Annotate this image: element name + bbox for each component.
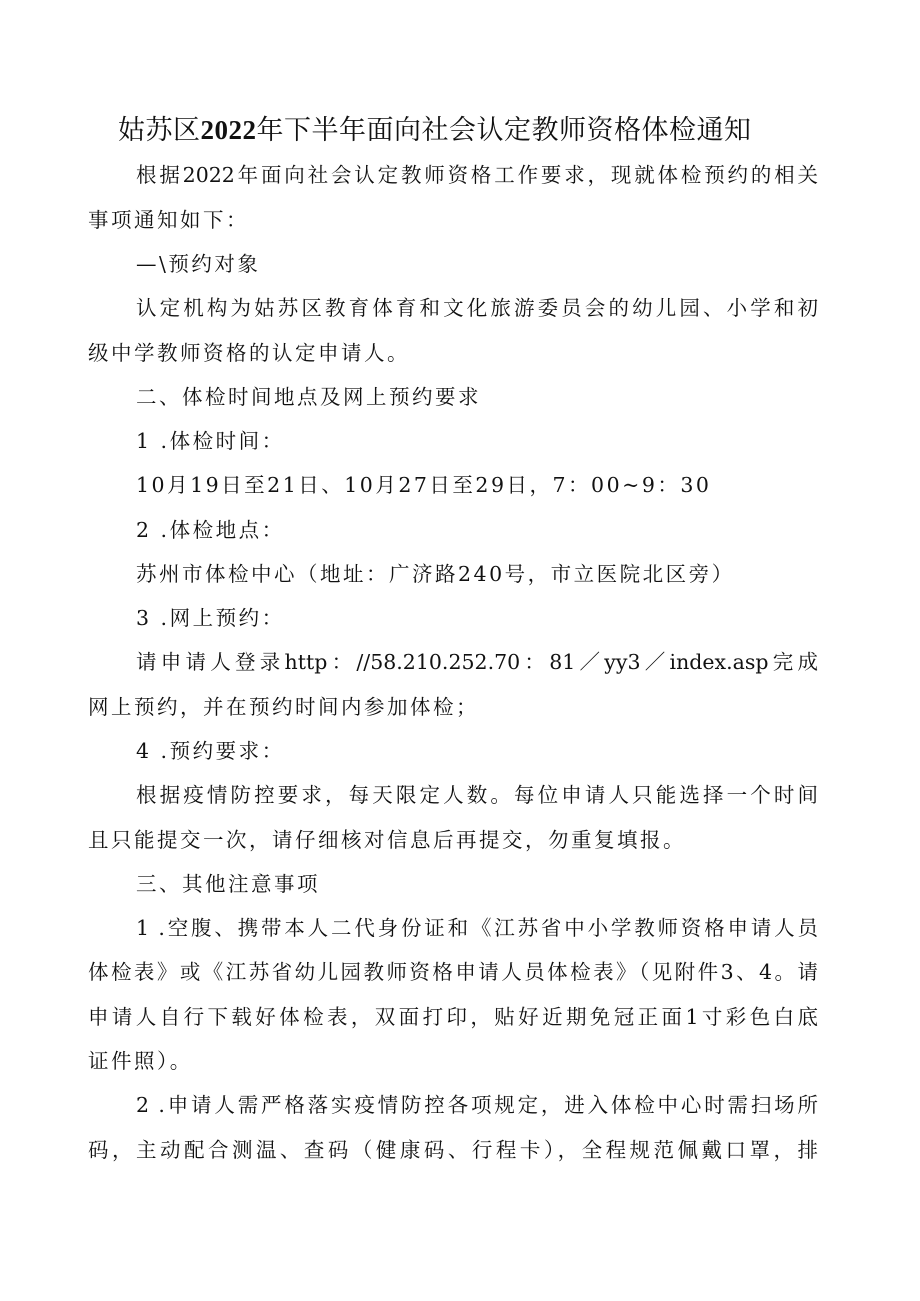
- item-online-text-line-1: 请申请人登录http：//58.210.252.70：81／yy3／index.asp完成: [136, 650, 818, 674]
- item-heading-location: 2 .体检地点：: [136, 518, 285, 542]
- item-heading-requirements: 4 .预约要求：: [136, 739, 285, 763]
- item-time-text: 10月19日至21日、10月27日至29日，7：00~9：30: [136, 473, 712, 497]
- item-requirements-line-2: 且只能提交一次，请仔细核对信息后再提交，勿重复填报。: [88, 828, 686, 852]
- paragraph-target-line-2: 级中学教师资格的认定申请人。: [88, 341, 410, 365]
- section-heading-1: —\预约对象: [136, 252, 261, 276]
- paragraph-intro-line-1: 根据2022年面向社会认定教师资格工作要求，现就体检预约的相关: [136, 163, 818, 187]
- section-heading-3: 三、其他注意事项: [136, 872, 320, 896]
- item-location-text: 苏州市体检中心（地址：广济路240号，市立医院北区旁）: [136, 562, 735, 586]
- note-2-line-2: 码，主动配合测温、查码（健康码、行程卡），全程规范佩戴口罩，排: [88, 1138, 818, 1162]
- title-suffix: 年下半年面向社会认定教师资格体检通知: [256, 115, 752, 146]
- title-year: 2022: [200, 115, 257, 145]
- paragraph-target-line-1: 认定机构为姑苏区教育体育和文化旅游委员会的幼儿园、小学和初: [136, 296, 818, 320]
- note-1-line-1: 1 .空腹、携带本人二代身份证和《江苏省中小学教师资格申请人员: [136, 916, 818, 940]
- note-2-line-1: 2 .申请人需严格落实疫情防控各项规定，进入体检中心时需扫场所: [136, 1093, 818, 1117]
- section-heading-2: 二、体检时间地点及网上预约要求: [136, 385, 481, 409]
- item-heading-time: 1 .体检时间：: [136, 429, 285, 453]
- note-1-line-4: 证件照）。: [88, 1049, 193, 1073]
- item-requirements-line-1: 根据疫情防控要求，每天限定人数。每位申请人只能选择一个时间: [136, 783, 818, 807]
- title-prefix: 姑苏区: [118, 115, 201, 146]
- item-online-text-line-2: 网上预约，并在预约时间内参加体检；: [88, 695, 479, 719]
- item-heading-online: 3 .网上预约：: [136, 606, 285, 630]
- paragraph-intro-line-2: 事项通知如下：: [88, 208, 249, 232]
- note-1-line-2: 体检表》或《江苏省幼儿园教师资格申请人员体检表》（见附件3、4。请: [88, 960, 818, 984]
- document-title: [118, 108, 818, 153]
- note-1-line-3: 申请人自行下载好体检表，双面打印，贴好近期免冠正面1寸彩色白底: [88, 1005, 818, 1029]
